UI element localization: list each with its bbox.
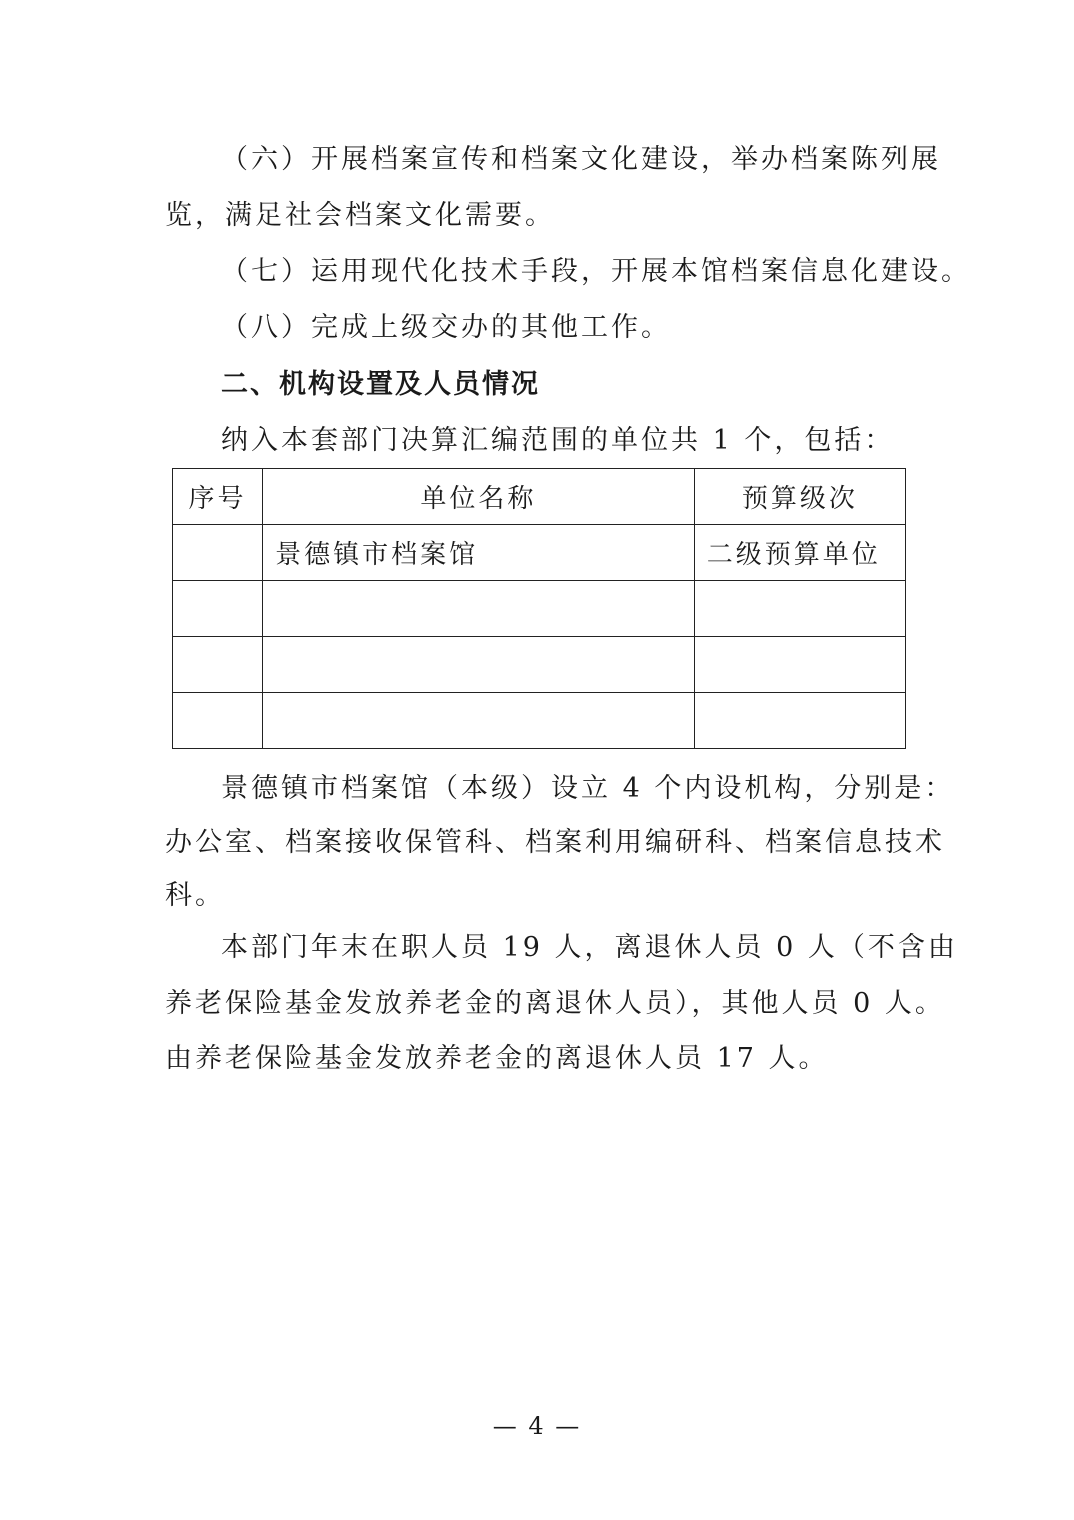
table-row: [173, 581, 906, 637]
cell-unit-name: [263, 693, 695, 749]
table-row: [173, 693, 906, 749]
duty-item-6-line-1: （六）开展档案宣传和档案文化建设，举办档案陈列展: [221, 144, 941, 175]
section-2-intro: 纳入本套部门决算汇编范围的单位共 1 个，包括：: [221, 425, 895, 456]
staffing-line-3: 由养老保险基金发放养老金的离退休人员 17 人。: [165, 1043, 829, 1074]
cell-unit-name: 景德镇市档案馆: [263, 525, 695, 581]
cell-budget-level: [694, 581, 905, 637]
table-row: [173, 525, 906, 581]
cell-budget-level: [694, 637, 905, 693]
staffing-line-2: 养老保险基金发放养老金的离退休人员），其他人员 0 人。: [165, 988, 945, 1019]
duty-item-6-line-2: 览，满足社会档案文化需要。: [165, 200, 555, 231]
table-header-row: [173, 469, 906, 525]
duty-item-8: （八）完成上级交办的其他工作。: [221, 312, 671, 343]
cell-unit-name: [263, 637, 695, 693]
duty-item-7: （七）运用现代化技术手段，开展本馆档案信息化建设。: [221, 256, 971, 287]
cell-unit-name: [263, 581, 695, 637]
page-number: — 4 —: [492, 1412, 582, 1440]
unit-table: [172, 468, 906, 749]
cell-seq: [173, 581, 263, 637]
header-budget-level: 预算级次: [694, 469, 905, 525]
header-seq: 序号: [173, 469, 263, 525]
cell-seq: [173, 693, 263, 749]
staffing-line-1: 本部门年末在职人员 19 人，离退休人员 0 人（不含由: [221, 932, 958, 963]
cell-seq: [173, 525, 263, 581]
cell-seq: [173, 637, 263, 693]
departments-line-2: 办公室、档案接收保管科、档案利用编研科、档案信息技术: [165, 827, 945, 858]
section-2-heading: 二、机构设置及人员情况: [221, 369, 540, 400]
departments-line-3: 科。: [165, 880, 225, 911]
header-unit-name: 单位名称: [263, 469, 695, 525]
table-row: [173, 637, 906, 693]
cell-budget-level: 二级预算单位: [694, 525, 905, 581]
departments-line-1: 景德镇市档案馆（本级）设立 4 个内设机构，分别是：: [221, 773, 955, 804]
cell-budget-level: [694, 693, 905, 749]
